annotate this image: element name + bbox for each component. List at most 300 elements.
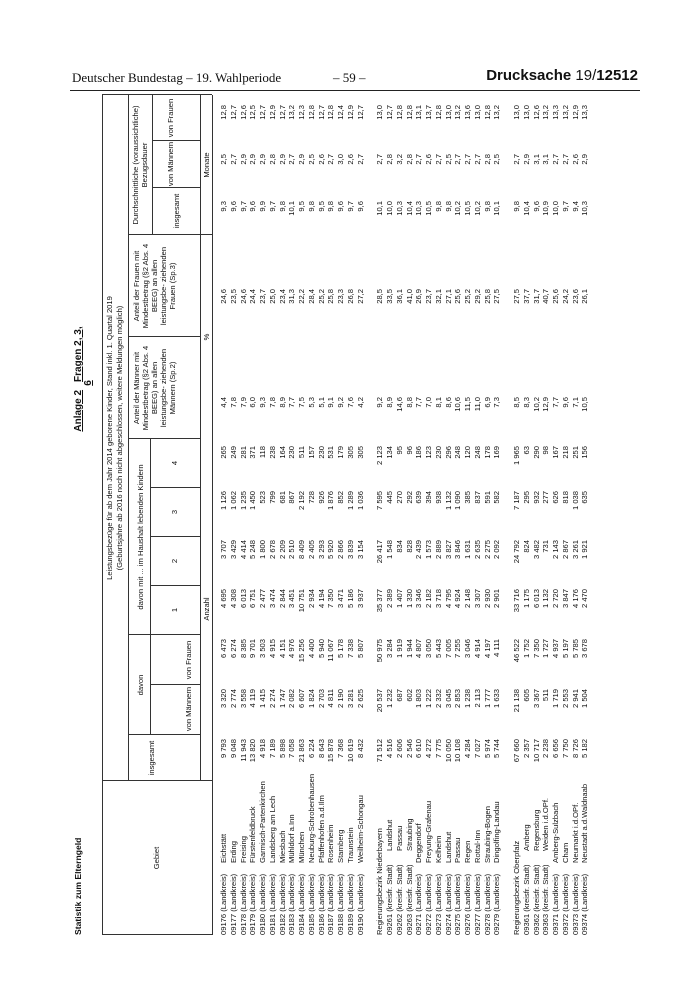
cell-am: 7,8 [267,397,277,408]
cell-k1: 6 013 [531,589,541,609]
header-main: Leistungsbezüge für ab dem Jahr 2014 geborene Kinder, Stand inkl. 1. Quartal 2019 [105,296,114,580]
cell-af: 27,2 [355,289,365,304]
gebiet-code: 09274 (Landkreis) [443,873,453,935]
cell-di: 10,4 [404,201,414,216]
cell-gebiet [347,785,355,935]
cell-m: 2 853 [453,689,463,709]
table-row [376,95,386,935]
cell-af: 23,7 [258,289,267,304]
cell-k4: 178 [482,446,492,459]
gebiet-name: Erding [228,841,238,863]
table-row [523,95,533,935]
cell-k4: 2 123 [375,446,385,466]
cell-am: 5,3 [306,397,316,408]
cell-ins: 21 863 [297,739,306,763]
cell-am: 11,0 [472,397,482,412]
cell-k4: 238 [267,446,277,459]
cell-m: 1 222 [424,689,433,709]
cell-f: 5 178 [336,639,345,659]
cell-di: 9,6 [248,201,258,212]
cell-k4: 248 [472,446,482,459]
cell-df: 12,8 [433,105,443,120]
annex-label [74,321,94,441]
cell-f: 5 197 [560,639,570,659]
gebiet-name: Rosenheim [326,824,336,863]
cell-df: 12,5 [248,105,258,120]
gebiet-code: 09372 (Landkreis) [560,873,570,935]
gebiet-code: 09361 (kreisfr. Stadt) [521,864,531,935]
cell-k1: 2 477 [258,589,267,609]
cell-di: 9,9 [258,201,267,212]
table-row [406,95,416,935]
cell-m: 1 633 [492,689,502,709]
cell-k4: 371 [248,446,258,459]
header-d-insgesamt: insgesamt [172,193,181,229]
cell-af: 25,6 [551,289,560,304]
gebiet-name: Mühldorf a.Inn [287,814,297,863]
cell-m: 2 274 [267,689,277,709]
cell-af: 41,0 [404,289,414,304]
cell-af: 25,6 [453,289,463,304]
cell-k2: 2 678 [267,540,277,560]
cell-gebiet [464,785,472,935]
cell-k2: 2 092 [492,540,502,560]
cell-k1: 4 695 [219,589,228,609]
cell-k1: 3 471 [336,589,345,609]
cell-af: 25,2 [316,289,326,304]
gebiet-code: 09363 (kreisfr. Stadt) [541,864,551,935]
gebiet-name: Neumarkt i.d.OPf. [570,802,580,863]
gebiet-code: 09176 (Landkreis) [219,873,228,935]
cell-k3: 582 [492,491,502,504]
cell-dm: 2,9 [580,154,590,165]
cell-k4: 249 [228,446,238,459]
cell-ins: 8 726 [570,739,580,759]
cell-k2: 3 827 [443,540,453,560]
cell-am: 6,9 [482,397,492,408]
cell-f: 7 350 [531,639,541,659]
vline [102,94,212,95]
gebiet-name: Deggendorf [414,823,424,863]
cell-k3: 277 [541,491,551,504]
cell-ins: 7 775 [433,739,443,759]
cell-k1: 5 186 [345,589,355,609]
cell-k4: 118 [258,446,267,459]
cell-f: 15 256 [297,639,306,663]
cell-gebiet [230,785,238,935]
cell-k3: 799 [267,491,277,504]
gebiet-code: 09272 (Landkreis) [424,873,433,935]
cell-m: 3 558 [238,689,248,709]
cell-df: 13,1 [414,105,424,120]
cell-ins: 2 606 [394,739,404,759]
cell-m: 2 553 [560,689,570,709]
rule-units [200,95,201,781]
cell-dm: 2,5 [306,154,316,165]
cell-di: 10,1 [375,201,385,216]
cell-df: 13,0 [443,105,453,120]
header-davon-mit: davon mit ... im Haushalt lebenden Kindern [136,464,145,610]
cell-k1: 2 844 [277,589,287,609]
gebiet-name: Neustadt a.d.Waldnaab [580,783,590,863]
cell-af: 25,8 [326,289,336,304]
cell-di: 9,3 [219,201,228,212]
cell-ins: 4 284 [463,739,472,759]
cell-dm: 3,2 [394,154,404,165]
cell-m: 1 747 [277,689,287,709]
cell-k4: 123 [424,446,433,459]
cell-f: 1 944 [404,639,414,659]
cell-f: 3 284 [385,639,394,659]
cell-ins: 10 619 [345,739,355,763]
cell-k3: 926 [316,491,326,504]
cell-ins: 6 610 [414,739,424,759]
cell-di: 9,8 [277,201,287,212]
gebiet-code: 09373 (Landkreis) [570,873,580,935]
cell-di: 9,7 [267,201,277,212]
cell-am: 9,6 [560,397,570,408]
vline [152,140,200,141]
cell-di: 9,6 [228,201,238,212]
table-row [513,95,523,935]
cell-df: 12,9 [570,105,580,120]
cell-af: 22,2 [297,289,306,304]
cell-f: 11 067 [326,639,336,662]
cell-di: 10,1 [492,201,502,216]
cell-dm: 2,7 [375,154,385,165]
gebiet-code: 09186 (Landkreis) [316,873,326,935]
table-row [357,95,367,935]
header-gebiet: Gebiet [152,846,161,870]
gebiet-name: Amberg [521,824,531,851]
cell-k4: 95 [394,446,404,455]
page-number: – 59 – [333,70,366,85]
cell-k4: 218 [560,446,570,459]
gebiet-name: Passau [453,837,463,863]
cell-ins: 10 050 [443,739,453,763]
cell-k4: 230 [316,446,326,459]
cell-am: 7,9 [238,397,248,408]
cell-am: 5,1 [316,397,326,408]
cell-m: 3 045 [443,689,453,709]
gebiet-code: 09187 (Landkreis) [326,873,336,935]
cell-k1: 2 901 [492,589,502,609]
header-kinder-1: 1 [170,607,179,613]
cell-m: 2 774 [228,689,238,709]
cell-k2: 731 [541,540,551,553]
cell-am: 9,2 [375,397,385,408]
cell-gebiet [288,785,296,935]
cell-k3: 938 [433,491,443,504]
table-row [279,95,289,935]
rotated-table-page [74,95,686,935]
gebiet-name: München [297,831,306,863]
cell-af: 25,8 [482,289,492,304]
cell-dm: 2,7 [228,154,238,165]
cell-am: 9,1 [326,397,336,408]
cell-df: 12,7 [385,105,394,120]
gebiet-name: Kelheim [433,835,443,863]
cell-gebiet [279,785,287,935]
cell-df: 13,2 [287,105,297,120]
cell-m: 1 824 [306,689,316,709]
cell-dm: 2,9 [238,154,248,165]
cell-ins: 15 878 [326,739,336,763]
table-row [435,95,445,935]
cell-af: 24,2 [560,289,570,304]
cell-ins: 9 048 [228,739,238,759]
cell-di: 10,3 [394,201,404,216]
cell-gebiet [435,785,443,935]
cell-k4: 1 965 [512,446,521,466]
cell-k1: 1 407 [394,589,404,609]
cell-k1: 4 176 [570,589,580,609]
cell-ins: 4 516 [385,739,394,759]
cell-k4: 120 [463,446,472,459]
cell-di: 10,5 [424,201,433,216]
cell-m: 1 238 [463,689,472,709]
cell-k2: 3 154 [355,540,365,560]
cell-di: 10,1 [287,201,297,216]
cell-m: 1 803 [414,689,424,709]
gebiet-name: Garmisch-Partenkirchen [258,781,267,863]
table-row [552,95,562,935]
cell-m: 3 281 [345,689,355,709]
gebiet-code: 09362 (kreisfr. Stadt) [531,864,541,935]
table-row [425,95,435,935]
cell-k3: 932 [531,491,541,504]
cell-k3: 523 [258,491,267,504]
cell-dm: 2,8 [482,154,492,165]
cell-k2: 2 866 [336,540,345,560]
gebiet-code: 09374 (Landkreis) [580,873,590,935]
cell-ins: 8 432 [355,739,365,759]
cell-f: 5 940 [316,639,326,659]
cell-af: 31,7 [531,289,541,304]
cell-k1: 4 795 [443,589,453,609]
header-rule [70,90,640,91]
cell-f: 4 976 [287,639,297,659]
cell-k4: 281 [238,446,248,459]
cell-k3: 837 [472,491,482,504]
annex-number: Anlage 2 [73,389,84,432]
cell-k2: 24 792 [512,540,521,564]
cell-f: 4 807 [414,639,424,659]
cell-m: 2 625 [355,689,365,709]
cell-gebiet [445,785,453,935]
cell-dm: 2,8 [267,154,277,165]
cell-k2: 3 261 [570,540,580,560]
cell-m: 2 113 [472,689,482,708]
cell-k3: 445 [385,491,394,504]
gebiet-name: Eichstätt [219,833,228,863]
cell-k1: 2 389 [385,589,394,609]
cell-am: 8,8 [404,397,414,408]
cell-m: 3 367 [531,689,541,709]
gebiet-code: 09275 (Landkreis) [453,873,463,935]
cell-k1: 10 751 [297,589,306,613]
cell-k3: 2 192 [297,491,306,511]
cell-af: 23,7 [424,289,433,304]
cell-k1: 1 330 [404,589,414,609]
cell-f: 5 443 [433,639,443,659]
cell-k4: 164 [277,446,287,459]
gebiet-code: 09371 (Landkreis) [551,873,560,935]
cell-df: 13,6 [463,105,472,120]
cell-k3: 1 038 [570,491,580,511]
cell-df: 12,3 [297,105,306,120]
cell-k1: 4 194 [316,589,326,609]
cell-k3: 1 090 [453,491,463,511]
header-monate: Monate [202,152,211,178]
cell-k3: 7 187 [512,491,521,511]
gebiet-code: 09261 (kreisfr. Stadt) [385,864,394,935]
table-row [454,95,464,935]
cell-am: 7,1 [570,397,580,408]
page-header-left: Deutscher Bundestag – 19. Wahlperiode [72,70,282,85]
cell-am: 7,6 [345,397,355,408]
cell-af: 24,6 [219,289,228,304]
cell-m: 1 719 [551,689,560,709]
cell-gebiet [269,785,277,935]
gebiet-name: Cham [560,842,570,863]
cell-k4: 511 [297,446,306,459]
cell-am: 4,4 [219,397,228,408]
cell-df: 12,7 [355,105,365,120]
gebiet-name: Landsberg am Lech [267,795,277,863]
cell-di: 10,5 [463,201,472,216]
cell-dm: 2,7 [414,154,424,165]
cell-m: 2 941 [570,689,580,709]
cell-k3: 852 [336,491,345,504]
cell-k1: 33 716 [512,589,521,613]
cell-gebiet [327,785,335,935]
cell-ins: 4 918 [258,739,267,759]
cell-am: 7,3 [492,397,502,408]
cell-di: 10,9 [541,201,551,216]
cell-k4: 305 [345,446,355,459]
cell-k2: 2 635 [472,540,482,560]
cell-dm: 2,7 [512,154,521,165]
cell-f: 4 915 [267,639,277,659]
cell-f: 4 197 [482,639,492,659]
cell-am: 7,8 [228,397,238,408]
cell-k2: 3 293 [316,540,326,560]
rule-kinder [150,439,151,635]
cell-ins: 5 744 [492,739,502,759]
header-insgesamt: insgesamt [147,740,156,776]
header-d-maenner: von Männern [166,141,175,187]
header-kinder-4: 4 [170,460,179,466]
cell-k1: 3 937 [355,589,365,609]
gebiet-code: 09179 (Landkreis) [248,873,258,935]
table-row [493,95,503,935]
gebiet-code: 09184 (Landkreis) [297,873,306,935]
cell-dm: 2,7 [551,154,560,165]
cell-dm: 2,8 [385,154,394,165]
vline [128,634,200,635]
cell-k1: 2 930 [482,589,492,609]
cell-gebiet [318,785,326,935]
cell-ins: 71 512 [375,739,385,763]
cell-af: 33,5 [385,289,394,304]
vline [102,934,212,935]
cell-k2: 2 209 [277,540,287,560]
cell-f: 1 752 [521,639,531,659]
cell-df: 12,7 [277,105,287,120]
cell-dm: 2,7 [472,154,482,165]
cell-dm: 3,1 [531,154,541,165]
cell-dm: 2,9 [277,154,287,165]
table-header [102,95,212,935]
cell-f: 3 678 [580,639,590,659]
cell-k4: 230 [433,446,443,459]
cell-k4: 290 [531,446,541,459]
cell-k3: 1 289 [345,491,355,511]
cell-dm: 2,5 [492,154,502,165]
table-row [445,95,455,935]
cell-k4: 296 [443,446,453,459]
table-row [396,95,406,935]
vline [128,234,212,235]
cell-df: 13,2 [453,105,463,120]
cell-am: 7,7 [414,397,424,408]
cell-ins: 67 660 [512,739,521,763]
cell-f: 7 255 [453,639,463,659]
gebiet-code: 09278 (Landkreis) [482,873,492,935]
cell-df: 12,8 [394,105,404,120]
cell-k1: 1 132 [541,589,551,609]
cell-k1: 3 718 [433,589,443,609]
cell-af: 25,0 [267,289,277,304]
cell-m: 20 537 [375,689,385,713]
cell-di: 9,8 [512,201,521,212]
header-kinder-3: 3 [170,509,179,515]
cell-k2: 3 839 [345,540,355,560]
cell-m: 511 [541,689,551,702]
cell-dm: 2,8 [404,154,414,165]
cell-f: 6 274 [228,639,238,659]
cell-k1: 4 924 [453,589,463,609]
cell-gebiet [562,785,570,935]
cell-af: 26,8 [345,289,355,304]
gebiet-code: 09180 (Landkreis) [258,873,267,935]
cell-gebiet [581,785,589,935]
gebiet-code: 09279 (Landkreis) [492,873,502,935]
cell-dm: 2,6 [316,154,326,165]
cell-di: 9,7 [238,201,248,212]
cell-am: 10,6 [453,397,463,412]
cell-k4: 186 [414,446,424,459]
cell-ins: 7 027 [472,739,482,759]
cell-f: 5 807 [355,639,365,659]
gebiet-name: Regensburg [531,809,541,851]
cell-k3: 591 [482,491,492,504]
cell-am: 7,0 [424,397,433,408]
table-row [464,95,474,935]
cell-m: 602 [404,689,414,702]
cell-gebiet [454,785,462,935]
cell-gebiet [240,785,248,935]
cell-ins: 5 182 [580,739,590,759]
gebiet-code: 09271 (Landkreis) [414,873,424,935]
cell-di: 10,2 [453,201,463,216]
rule-top [102,95,103,935]
cell-k3: 1 062 [228,491,238,511]
cell-m: 1 415 [258,689,267,709]
gebiet-name: Fürstenfeldbruck [248,806,258,863]
cell-k2: 3 846 [453,540,463,560]
